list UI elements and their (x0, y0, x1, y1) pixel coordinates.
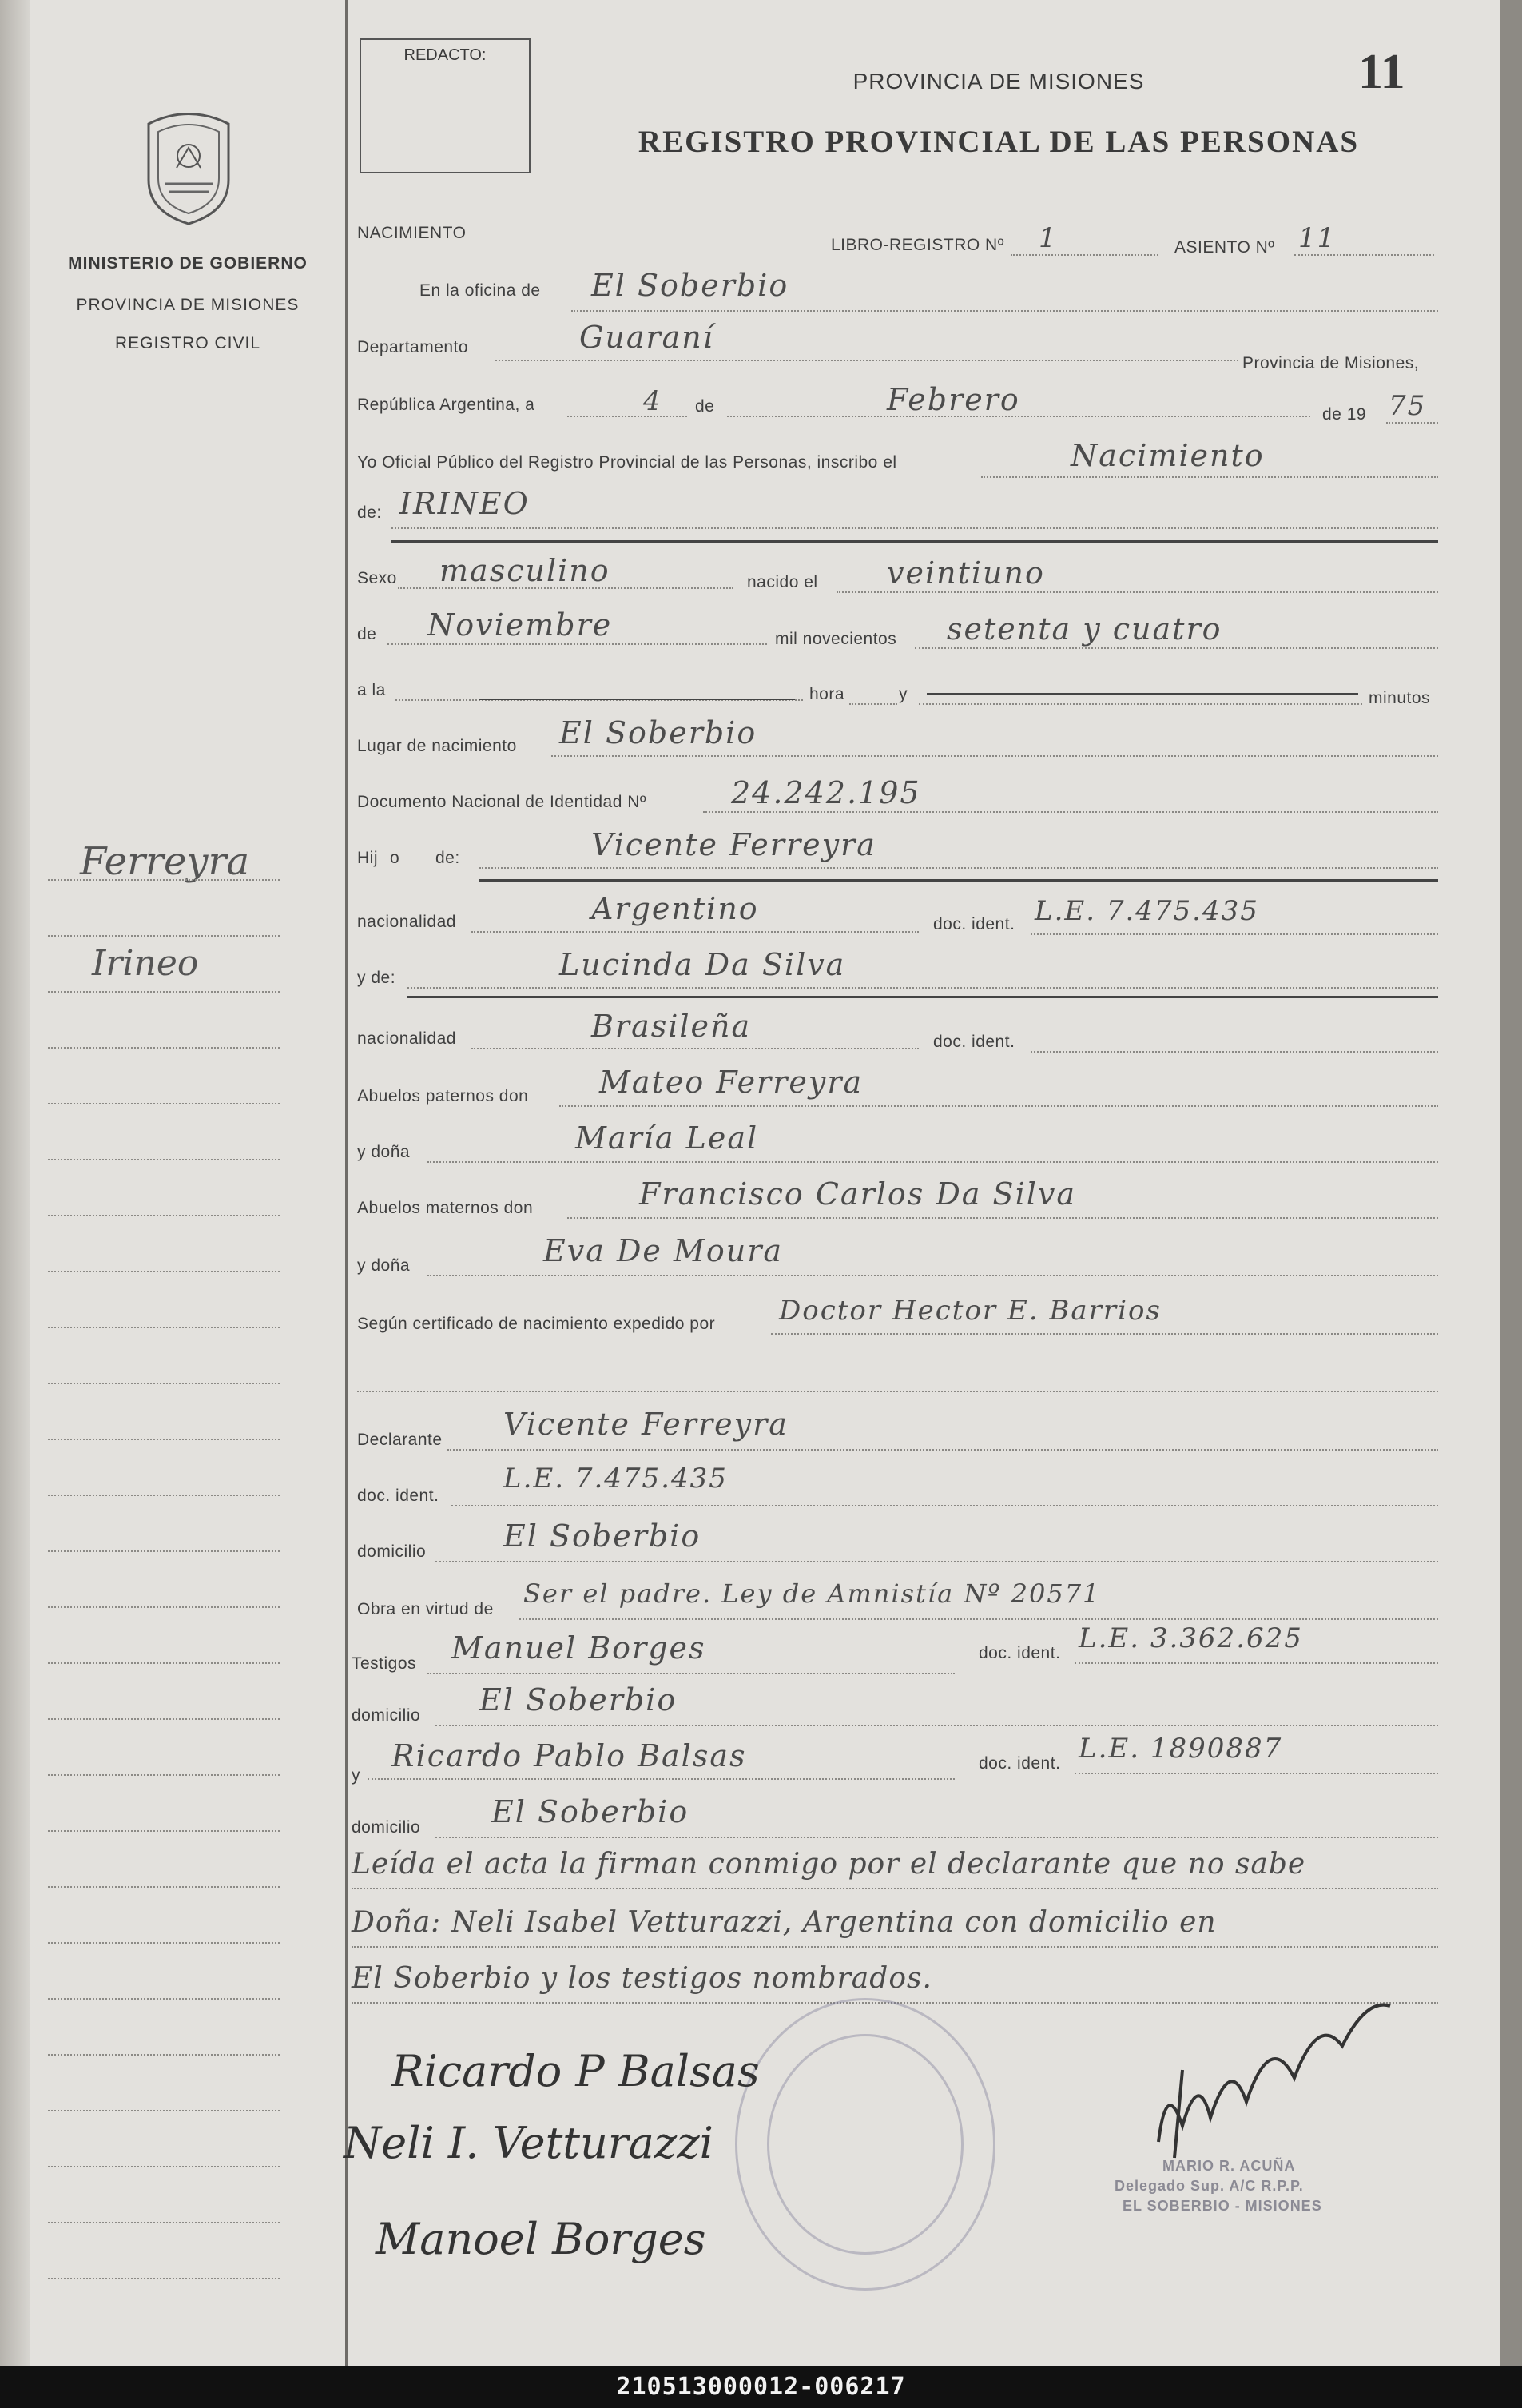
madre-line (407, 987, 1438, 989)
nacido-value: veintiuno (887, 555, 1045, 591)
libro-label: LIBRO-REGISTRO Nº (831, 236, 1004, 254)
docident-label-1: doc. ident. (933, 915, 1015, 933)
doc-padre-value: L.E. 7.475.435 (1035, 895, 1259, 927)
doc-testigo1-line (1075, 1662, 1438, 1664)
margin-ruled-line (48, 991, 280, 993)
nac-madre-value: Brasileña (591, 1009, 752, 1044)
docident-label-5: doc. ident. (979, 1754, 1061, 1773)
asiento-value: 11 (1298, 222, 1337, 254)
margin-ruled-line (48, 1215, 280, 1216)
margin-ruled-line (48, 2166, 280, 2167)
abuela-m-line (427, 1275, 1438, 1276)
abuelos-paternos-label: Abuelos paternos don (357, 1087, 529, 1105)
provincial-seal-icon (141, 108, 236, 228)
dom-declarante-line (435, 1561, 1438, 1562)
margin-ruled-line (48, 1047, 280, 1049)
padre-rule (479, 879, 1438, 882)
nacionalidad-label-2: nacionalidad (357, 1029, 456, 1048)
margin-ruled-line (48, 935, 280, 937)
signature-2: Neli I. Vetturazzi (344, 2118, 713, 2168)
margin-ruled-line (48, 2110, 280, 2111)
signature-3: Manoel Borges (376, 2214, 706, 2264)
dia-line (567, 416, 687, 417)
declarante-label: Declarante (357, 1431, 443, 1449)
obra-line (519, 1618, 1438, 1620)
certificado-line (771, 1333, 1438, 1335)
certificado-value: Doctor Hector E. Barrios (779, 1295, 1162, 1327)
asiento-label: ASIENTO Nº (1174, 238, 1275, 257)
margin-ruled-line (48, 1886, 280, 1888)
certificado-line-2 (357, 1391, 1438, 1392)
abuela-p-value: María Leal (575, 1120, 759, 1156)
lugar-label: Lugar de nacimiento (357, 737, 517, 755)
stamp-line-2: Delegado Sup. A/C R.P.P. (1115, 2178, 1304, 2194)
official-signature-scribble (1135, 1982, 1398, 2174)
abuelo-m-line (567, 1217, 1438, 1219)
domicilio-label-3: domicilio (352, 1818, 421, 1837)
dni-value: 24.242.195 (731, 775, 921, 810)
margin-surname: Ferreyra (80, 839, 250, 884)
hijo-label: Hij (357, 849, 378, 867)
margin-ruled-line (48, 1998, 280, 2000)
obra-label: Obra en virtud de (357, 1600, 494, 1618)
redacto-box (360, 38, 531, 173)
nac-madre-line (471, 1048, 919, 1049)
nac-padre-line (471, 931, 919, 933)
doc-madre-line (1031, 1051, 1438, 1053)
segun-label: Según certificado de nacimiento expedido por (357, 1315, 716, 1333)
republica-label: República Argentina, a (357, 396, 535, 414)
hora-line (849, 703, 897, 705)
margin-ruled-line (48, 1830, 280, 1832)
abuelo-p-value: Mateo Ferreyra (599, 1065, 864, 1100)
official-round-stamp-inner (767, 2034, 964, 2255)
page-edge (1500, 0, 1522, 2366)
ydona-label-1: y doña (357, 1143, 411, 1161)
margin-ruled-line (48, 1103, 280, 1104)
registry-title: REGISTRO PROVINCIAL DE LAS PERSONAS (638, 125, 1360, 159)
note-line-1: Leída el acta la firman conmigo por el declarante que no sabe (352, 1848, 1306, 1881)
domicilio-label-2: domicilio (352, 1706, 421, 1725)
docident-label-3: doc. ident. (357, 1487, 439, 1505)
note-line-2: Doña: Neli Isabel Vetturazzi, Argentina con domicilio en (352, 1906, 1217, 1939)
departamento-line (495, 360, 1238, 361)
document-id-bar: 210513000012-006217 (0, 2366, 1522, 2408)
margin-ruled-line (48, 1271, 280, 1272)
minutos-line (919, 703, 1362, 705)
y-label-2: y (352, 1766, 360, 1785)
docident-label-4: doc. ident. (979, 1644, 1061, 1662)
sexo-label: Sexo (357, 569, 397, 587)
testigos-label: Testigos (352, 1654, 417, 1673)
nombre-rule (391, 540, 1438, 543)
dia-value: 4 (643, 385, 662, 417)
margin-ruled-line (48, 2278, 280, 2279)
anio-line (1386, 422, 1438, 424)
dni-line (703, 811, 1438, 813)
y-label: y (899, 685, 908, 703)
margin-ruled-line (48, 1495, 280, 1496)
oficial-label: Yo Oficial Público del Registro Provincial de las Personas, inscribo el (357, 453, 897, 472)
civil-registry-label: REGISTRO CIVIL (114, 334, 261, 352)
doc-declarante-value: L.E. 7.475.435 (503, 1463, 728, 1495)
margin-ruled-line (48, 1606, 280, 1608)
margin-ruled-line (48, 1550, 280, 1552)
departamento-value: Guaraní (579, 320, 714, 355)
margin-ruled-line (48, 1327, 280, 1328)
margin-ruled-line (48, 1159, 280, 1160)
oficina-label: En la oficina de (419, 281, 541, 300)
margin-ruled-line (48, 1774, 280, 1776)
province-title: PROVINCIA DE MISIONES (852, 69, 1145, 94)
padre-value: Vicente Ferreyra (591, 827, 876, 862)
testigo2-line (368, 1778, 955, 1780)
margin-ruled-line (48, 879, 280, 881)
asiento-line (1294, 254, 1434, 256)
abuelo-m-value: Francisco Carlos Da Silva (639, 1176, 1077, 1212)
madre-value: Lucinda Da Silva (559, 947, 846, 982)
ministry-label: MINISTERIO DE GOBIERNO (68, 254, 308, 273)
anio-nac-line (915, 647, 1438, 649)
margin-ruled-line (48, 1942, 280, 1944)
acto-line (981, 476, 1438, 478)
nacionalidad-label-1: nacionalidad (357, 913, 456, 931)
mil-label: mil novecientos (775, 630, 897, 648)
ala-label: a la (357, 681, 386, 699)
abuelos-maternos-label: Abuelos maternos don (357, 1199, 534, 1217)
departamento-label: Departamento (357, 338, 469, 356)
page-number: 11 (1358, 45, 1405, 99)
doc-testigo1-value: L.E. 3.362.625 (1079, 1622, 1303, 1654)
hijo-de-label: de: (435, 849, 460, 867)
nombre-value: IRINEO (399, 486, 530, 521)
margin-ruled-line (48, 1439, 280, 1440)
page-binding (0, 0, 30, 2366)
lugar-value: El Soberbio (559, 715, 757, 750)
padre-line (479, 867, 1438, 869)
dom-testigo1-value: El Soberbio (479, 1682, 678, 1717)
hora-label: hora (809, 685, 845, 703)
oficina-line (571, 310, 1438, 312)
minutos-rule (927, 693, 1358, 695)
margin-ruled-line (48, 2222, 280, 2223)
minutos-label: minutos (1369, 689, 1431, 707)
column-divider (345, 0, 348, 2366)
note-rule-2 (352, 1946, 1438, 1948)
testigo1-value: Manuel Borges (451, 1630, 706, 1666)
testigo1-line (427, 1673, 955, 1674)
anio-label: de 19 (1322, 405, 1367, 424)
margin-ruled-line (48, 1718, 280, 1720)
yde-label: y de: (357, 969, 396, 987)
de-mes-label: de (357, 625, 377, 643)
margin-name: Irineo (92, 943, 199, 984)
libro-value: 1 (1039, 222, 1058, 254)
obra-value: Ser el padre. Ley de Amnistía Nº 20571 (523, 1578, 1101, 1609)
declarante-line (447, 1449, 1438, 1451)
doc-testigo2-value: L.E. 1890887 (1079, 1733, 1283, 1765)
doc-declarante-line (451, 1505, 1438, 1506)
signature-1: Ricardo P Balsas (391, 2046, 760, 2096)
note-line-3: El Soberbio y los testigos nombrados. (352, 1962, 932, 1995)
margin-ruled-line (48, 1662, 280, 1664)
testigo2-value: Ricardo Pablo Balsas (391, 1738, 747, 1773)
docident-label-2: doc. ident. (933, 1033, 1015, 1051)
stamp-line-1: MARIO R. ACUÑA (1162, 2158, 1296, 2174)
oficina-value: El Soberbio (591, 268, 789, 303)
acto-value: Nacimiento (1071, 438, 1265, 473)
margin-ruled-line (48, 2054, 280, 2056)
documento-label: Documento Nacional de Identidad Nº (357, 793, 647, 811)
note-rule-1 (352, 1888, 1438, 1889)
section-nacimiento: NACIMIENTO (357, 224, 467, 242)
doc-testigo2-line (1075, 1773, 1438, 1774)
doc-padre-line (1031, 933, 1438, 935)
nacido-line (837, 591, 1438, 593)
provincia-label: Provincia de Misiones, (1242, 354, 1420, 372)
hijo-suffix: o (390, 849, 400, 867)
sexo-value: masculino (439, 553, 610, 588)
dom-declarante-value: El Soberbio (503, 1518, 701, 1554)
lugar-line (551, 755, 1438, 757)
anio-value: 75 (1389, 390, 1427, 422)
mes-nac-value: Noviembre (427, 607, 613, 643)
declarante-value: Vicente Ferreyra (503, 1407, 789, 1442)
libro-line (1011, 254, 1158, 256)
mes-value: Febrero (887, 382, 1020, 417)
margin-ruled-line (48, 1383, 280, 1384)
nac-padre-value: Argentino (591, 891, 759, 926)
stamp-line-3: EL SOBERBIO - MISIONES (1123, 2198, 1322, 2214)
de-label-1: de (695, 397, 715, 416)
domicilio-label-1: domicilio (357, 1542, 427, 1561)
madre-rule (407, 996, 1438, 998)
dom-testigo2-line (435, 1837, 1438, 1838)
abuelo-p-line (559, 1105, 1438, 1107)
abuela-m-value: Eva De Moura (543, 1233, 784, 1268)
left-province-label: PROVINCIA DE MISIONES (76, 296, 300, 314)
anio-nac-value: setenta y cuatro (947, 611, 1222, 647)
nacido-label: nacido el (747, 573, 818, 591)
ydona-label-2: y doña (357, 1256, 411, 1275)
dom-testigo2-value: El Soberbio (491, 1794, 689, 1829)
mes-nac-line (387, 643, 767, 645)
dom-testigo1-line (435, 1725, 1438, 1726)
redacto-label: REDACTO: (403, 46, 487, 64)
nombre-line (391, 527, 1438, 529)
abuela-p-line (427, 1161, 1438, 1163)
ala-rule (479, 699, 795, 700)
nombre-label: de: (357, 503, 382, 522)
